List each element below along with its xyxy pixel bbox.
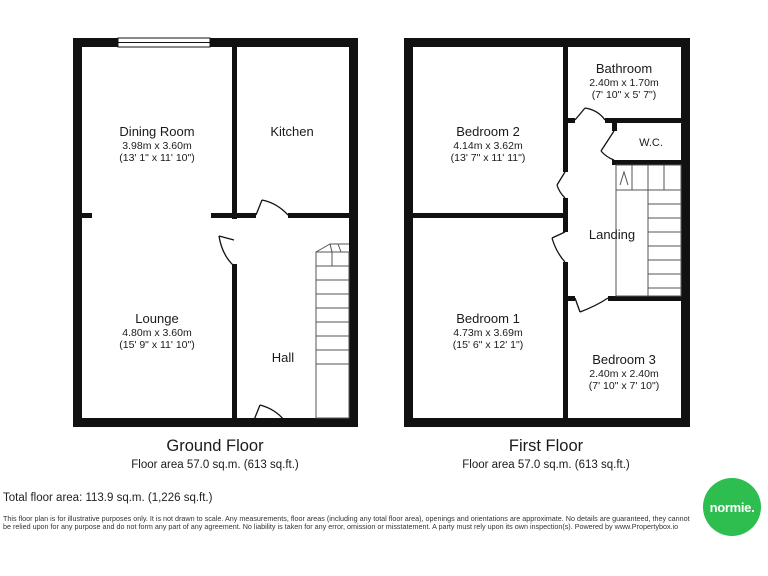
room-dims-bedroom-2: 4.14m x 3.62m (453, 140, 523, 152)
wall (568, 118, 575, 123)
room-dims-imperial-bedroom-2: (13' 7" x 11' 11") (450, 152, 526, 164)
wall (349, 38, 358, 427)
wall (608, 296, 681, 301)
door-kitchen (256, 200, 288, 215)
room-name-bedroom-2: Bedroom 2 (456, 124, 520, 139)
wall (82, 213, 92, 218)
logo-text: normie. (709, 499, 755, 515)
wall (232, 47, 237, 219)
room-dims-lounge: 4.80m x 3.60m (122, 327, 192, 339)
room-name-bedroom-3: Bedroom 3 (592, 352, 656, 367)
first-floor-plan (404, 38, 690, 471)
room-name-lounge: Lounge (135, 311, 179, 326)
room-name-bathroom: Bathroom (595, 61, 653, 76)
room-dims-imperial-bedroom-1: (15' 6" x 12' 1") (452, 339, 524, 351)
room-name-hall: Hall (271, 350, 295, 365)
room-dims-bedroom-3: 2.40m x 2.40m (589, 368, 659, 380)
wall (288, 213, 349, 218)
wall (404, 38, 690, 47)
room-dims-dining-room: 3.98m x 3.60m (122, 140, 192, 152)
door-bedroom-1 (552, 232, 565, 262)
stairs (316, 244, 349, 418)
total-floor-area: Total floor area: 113.9 sq.m. (1,226 sq.ft.) (3, 492, 213, 504)
wall (73, 418, 358, 427)
door-front (254, 405, 284, 420)
wall (404, 418, 690, 427)
door-bathroom (575, 108, 605, 120)
door-wc (601, 131, 614, 160)
door-bedroom-3 (575, 298, 608, 312)
room-dims-bedroom-1: 4.73m x 3.69m (453, 327, 523, 339)
room-dims-imperial-bathroom: (7' 10" x 5' 7") (591, 89, 657, 101)
disclaimer: This floor plan is for illustrative purposes only. It is not drawn to scale. Any measurements, floor areas (including any total floor area), openings and orientations are approximate. No details are guaranteed, they cannot be relied upon for any purpose and do not form any part of any agreement. No liability is taken for any error, omission or misstatement. A party must rely upon its own inspection(s). Powered by www.Propertybox.io (3, 514, 690, 532)
floor-area-ground: Floor area 57.0 sq.m. (613 sq.ft.) (131, 459, 299, 471)
wall (563, 262, 568, 418)
room-name-wc: W.C. (639, 137, 663, 149)
wall (563, 198, 568, 232)
room-name-kitchen: Kitchen (270, 124, 314, 139)
wall (563, 47, 568, 172)
room-dims-bathroom: 2.40m x 1.70m (589, 77, 659, 89)
room-dims-imperial-bedroom-3: (7' 10" x 7' 10") (588, 380, 660, 392)
room-name-bedroom-1: Bedroom 1 (456, 311, 520, 326)
wall (404, 38, 413, 427)
door-lounge (219, 236, 234, 266)
room-name-dining-room: Dining Room (119, 124, 195, 139)
wall (73, 38, 82, 427)
wall (568, 296, 575, 301)
wall (612, 123, 617, 131)
wall (211, 213, 256, 218)
floor-title-first: First Floor (508, 437, 584, 455)
door-bedroom-2 (557, 172, 565, 198)
ground-floor-plan (73, 38, 358, 471)
wall (232, 264, 237, 422)
wall (681, 38, 690, 427)
room-dims-imperial-dining-room: (13' 1" x 11' 10") (119, 152, 195, 164)
room-name-landing: Landing (588, 227, 636, 242)
wall (612, 160, 681, 165)
room-dims-imperial-lounge: (15' 9" x 11' 10") (119, 339, 195, 351)
floor-title-ground: Ground Floor (166, 437, 264, 455)
wall (73, 38, 358, 47)
floor-area-first: Floor area 57.0 sq.m. (613 sq.ft.) (462, 459, 630, 471)
wall (413, 213, 563, 218)
normie-logo (703, 478, 761, 536)
wall (605, 118, 681, 123)
